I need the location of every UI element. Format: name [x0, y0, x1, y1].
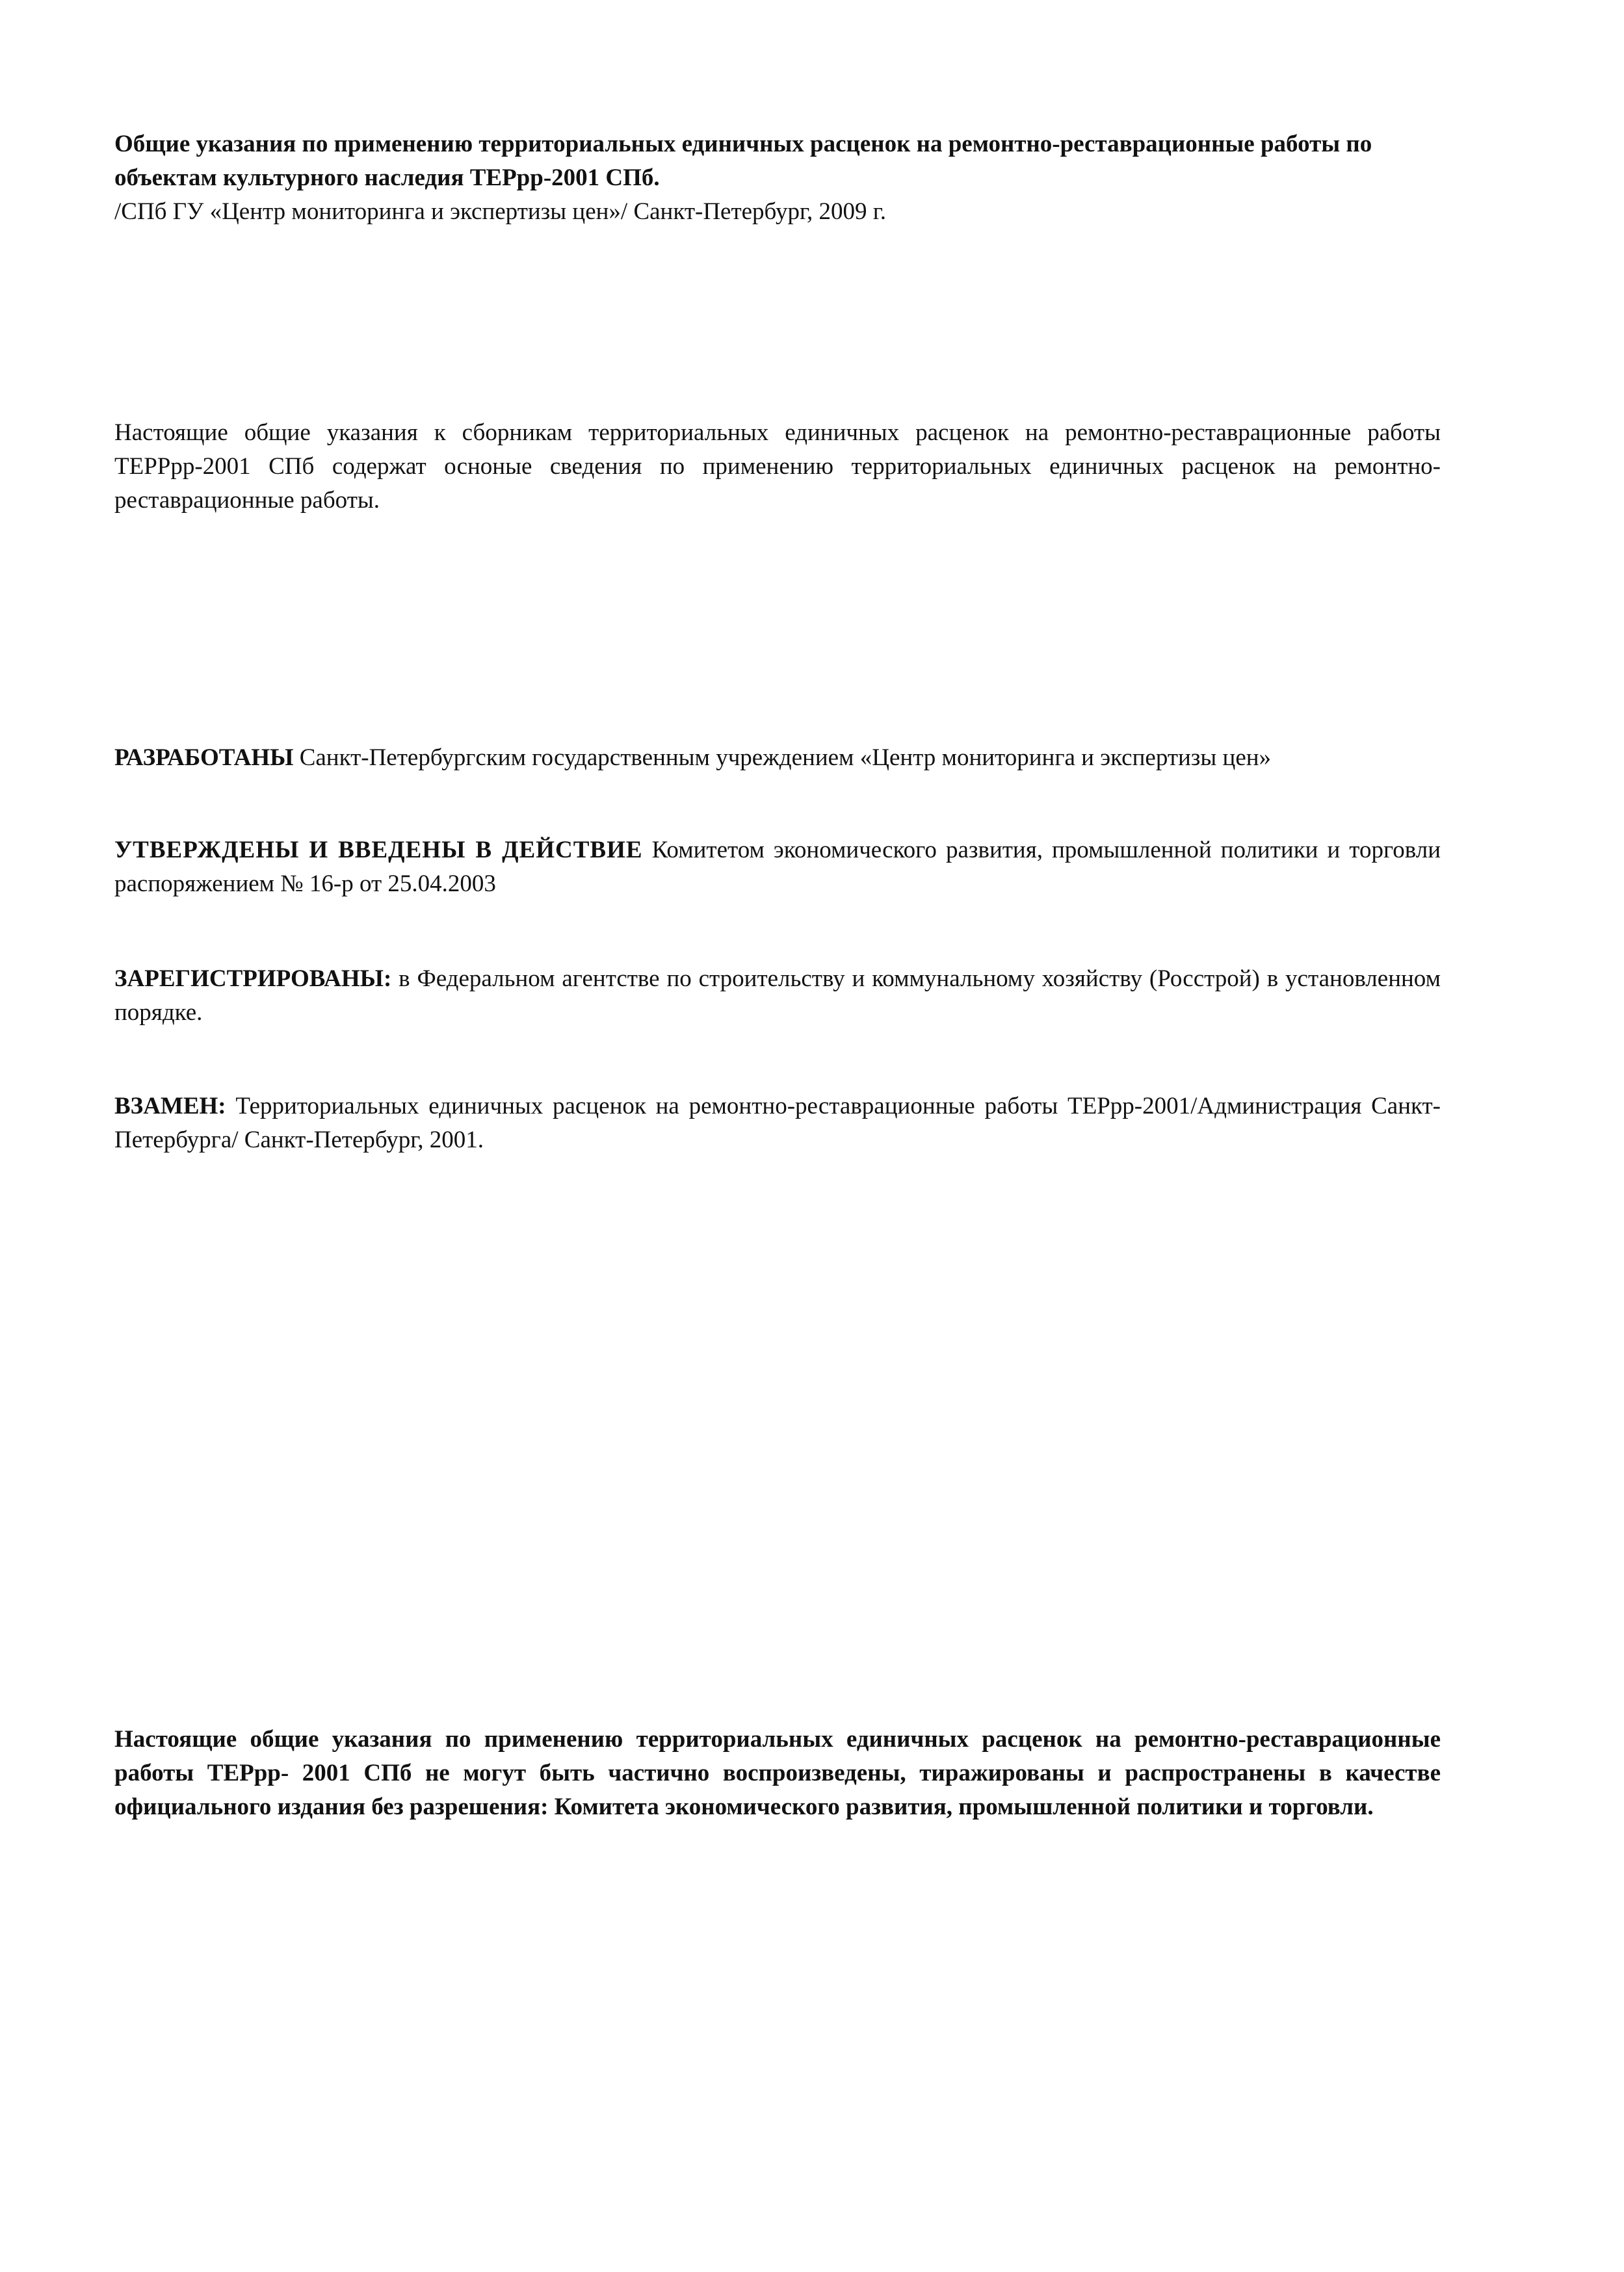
developed-paragraph [114, 741, 1441, 775]
approved-paragraph [114, 833, 1441, 901]
developed-text: Санкт-Петербургским государственным учреждением «Центр мониторинга и экспертизы цен» [293, 744, 1272, 771]
intro-paragraph: Настоящие общие указания к сборникам территориальных единичных расценок на ремонтно-реставрационные работы ТЕРРрр-2001 СПб содержат осноные сведения по применению территориальных единичных расценок на ремонтно-реставрационные работы. [114, 419, 1441, 514]
replaces-text: Территориальных единичных расценок на ремонтно-реставрационные работы ТЕРрр-2001/Администрация Санкт-Петербурга/ Санкт-Петербург, 2001. [114, 1093, 1441, 1153]
approved-label: УТВЕРЖДЕНЫ И ВВЕДЕНЫ В ДЕЙСТВИЕ [114, 837, 643, 863]
developed-label: РАЗРАБОТАНЫ [114, 744, 294, 771]
registered-label: ЗАРЕГИСТРИРОВАНЫ: [114, 965, 392, 992]
document-source: /СПб ГУ «Центр мониторинга и экспертизы цен»/ Санкт-Петербург, 2009 г. [114, 198, 886, 225]
document-title: Общие указания по применению территориальных единичных расценок на ремонтно-реставрационные работы по объектам культурного наследия ТЕРрр-2001 СПб. [114, 131, 1372, 191]
registered-text: в Федеральном агентстве по строительству и коммунальному хозяйству (Росстрой) в установленном порядке. [114, 965, 1441, 1026]
approved-text: Комитетом экономического развития, промышленной политики и торговли распоряжением № 16-р от 25.04.2003 [114, 837, 1441, 897]
replaces-label: ВЗАМЕН: [114, 1093, 226, 1119]
replaces-paragraph [114, 1090, 1441, 1157]
copyright-notice: Настоящие общие указания по применению территориальных единичных расценок на ремонтно-реставрационные работы ТЕРрр- 2001 СПб не могут быть частично воспроизведены, тиражированы и распространены в качестве официального издания без разрешения: Комитета экономического развития, промышленной политики и торговли. [114, 1726, 1441, 1820]
registered-paragraph [114, 962, 1441, 1030]
